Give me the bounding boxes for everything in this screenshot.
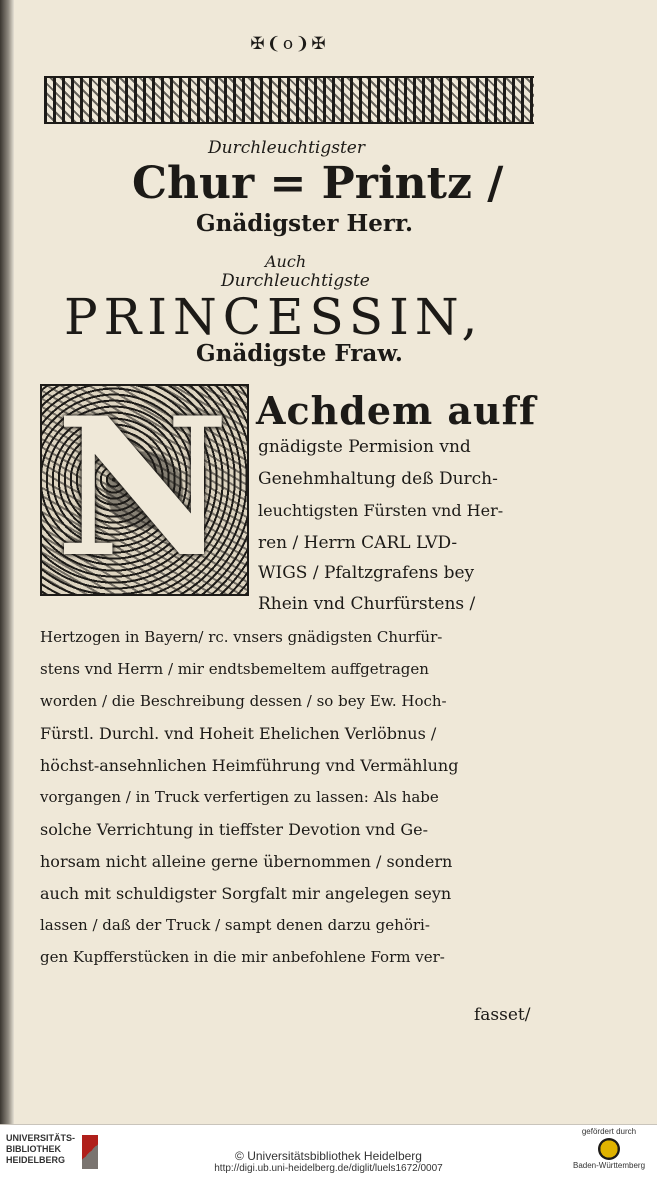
decorative-frieze <box>44 76 534 124</box>
body-line-13: vorgangen / in Truck verfertigen zu lassen: Als habe <box>40 788 439 806</box>
body-line-6: WIGS / Pfaltzgrafens bey <box>258 563 475 583</box>
heading-line-6: PRINCESSIN, <box>64 288 484 346</box>
baden-wuerttemberg-emblem-icon <box>598 1138 620 1160</box>
library-name-line-1: UNIVERSITÄTS- <box>6 1133 76 1143</box>
body-line-12: höchst-ansehnlichen Heimführung vnd Vermählung <box>40 756 459 775</box>
heading-line-5: Durchleuchtigste <box>221 271 370 291</box>
catchword: fasset/ <box>474 1005 531 1025</box>
body-line-9: stens vnd Herrn / mir endtsbemeltem auffgetragen <box>40 660 429 678</box>
body-line-17: lassen / daß der Truck / sampt denen darzu gehöri- <box>40 916 430 934</box>
library-name-line-2: BIBLIOTHEK <box>6 1144 61 1154</box>
sponsor-block <box>569 1127 649 1170</box>
source-url[interactable]: http://digi.ub.uni-heidelberg.de/diglit/luels1672/0007 <box>214 1163 443 1174</box>
heading-line-7: Gnädigste Fraw. <box>196 340 403 367</box>
body-line-11: Fürstl. Durchl. vnd Hoheit Ehelichen Verlöbnus / <box>40 724 437 743</box>
body-line-3: Genehmhaltung deß Durch- <box>258 469 498 489</box>
heading-line-4: Auch <box>265 252 307 271</box>
library-name-line-3: HEIDELBERG <box>6 1155 66 1165</box>
body-line-4: leuchtigsten Fürsten vnd Her- <box>258 501 504 520</box>
heading-line-1: Durchleuchtigster <box>208 138 365 158</box>
body-line-5: ren / Herrn CARL LVD- <box>258 533 458 553</box>
body-line-18: gen Kupfferstücken in die mir anbefohlene Form ver- <box>40 948 445 966</box>
body-line-8: Hertzogen in Bayern/ rc. vnsers gnädigsten Churfür- <box>40 628 443 646</box>
body-line-1: Achdem auff <box>256 388 537 433</box>
decorated-initial-letter: N <box>55 376 230 599</box>
body-line-2: gnädigste Permision vnd <box>258 437 471 457</box>
body-line-14: solche Verrichtung in tieffster Devotion vnd Ge- <box>40 820 428 839</box>
sponsor-label: gefördert durch <box>581 1127 637 1136</box>
body-line-15: horsam nicht alleine gerne übernommen / sondern <box>40 852 453 871</box>
body-line-7: Rhein vnd Churfürstens / <box>258 594 476 614</box>
body-line-16: auch mit schuldigster Sorgfalt mir angelegen seyn <box>40 884 452 903</box>
footer-bar <box>0 1124 657 1177</box>
body-line-10: worden / die Beschreibung dessen / so bey Ew. Hoch- <box>40 692 447 710</box>
sponsor-name: Baden-Württemberg <box>572 1161 646 1170</box>
copyright-text: © Universitätsbibliothek Heidelberg <box>235 1149 422 1163</box>
heading-line-2: Chur = Printz / <box>132 158 504 209</box>
book-gutter-shadow <box>0 0 14 1124</box>
header-ornament: ✠❨o❩✠ <box>250 34 328 54</box>
heading-line-3: Gnädigster Herr. <box>196 210 413 237</box>
